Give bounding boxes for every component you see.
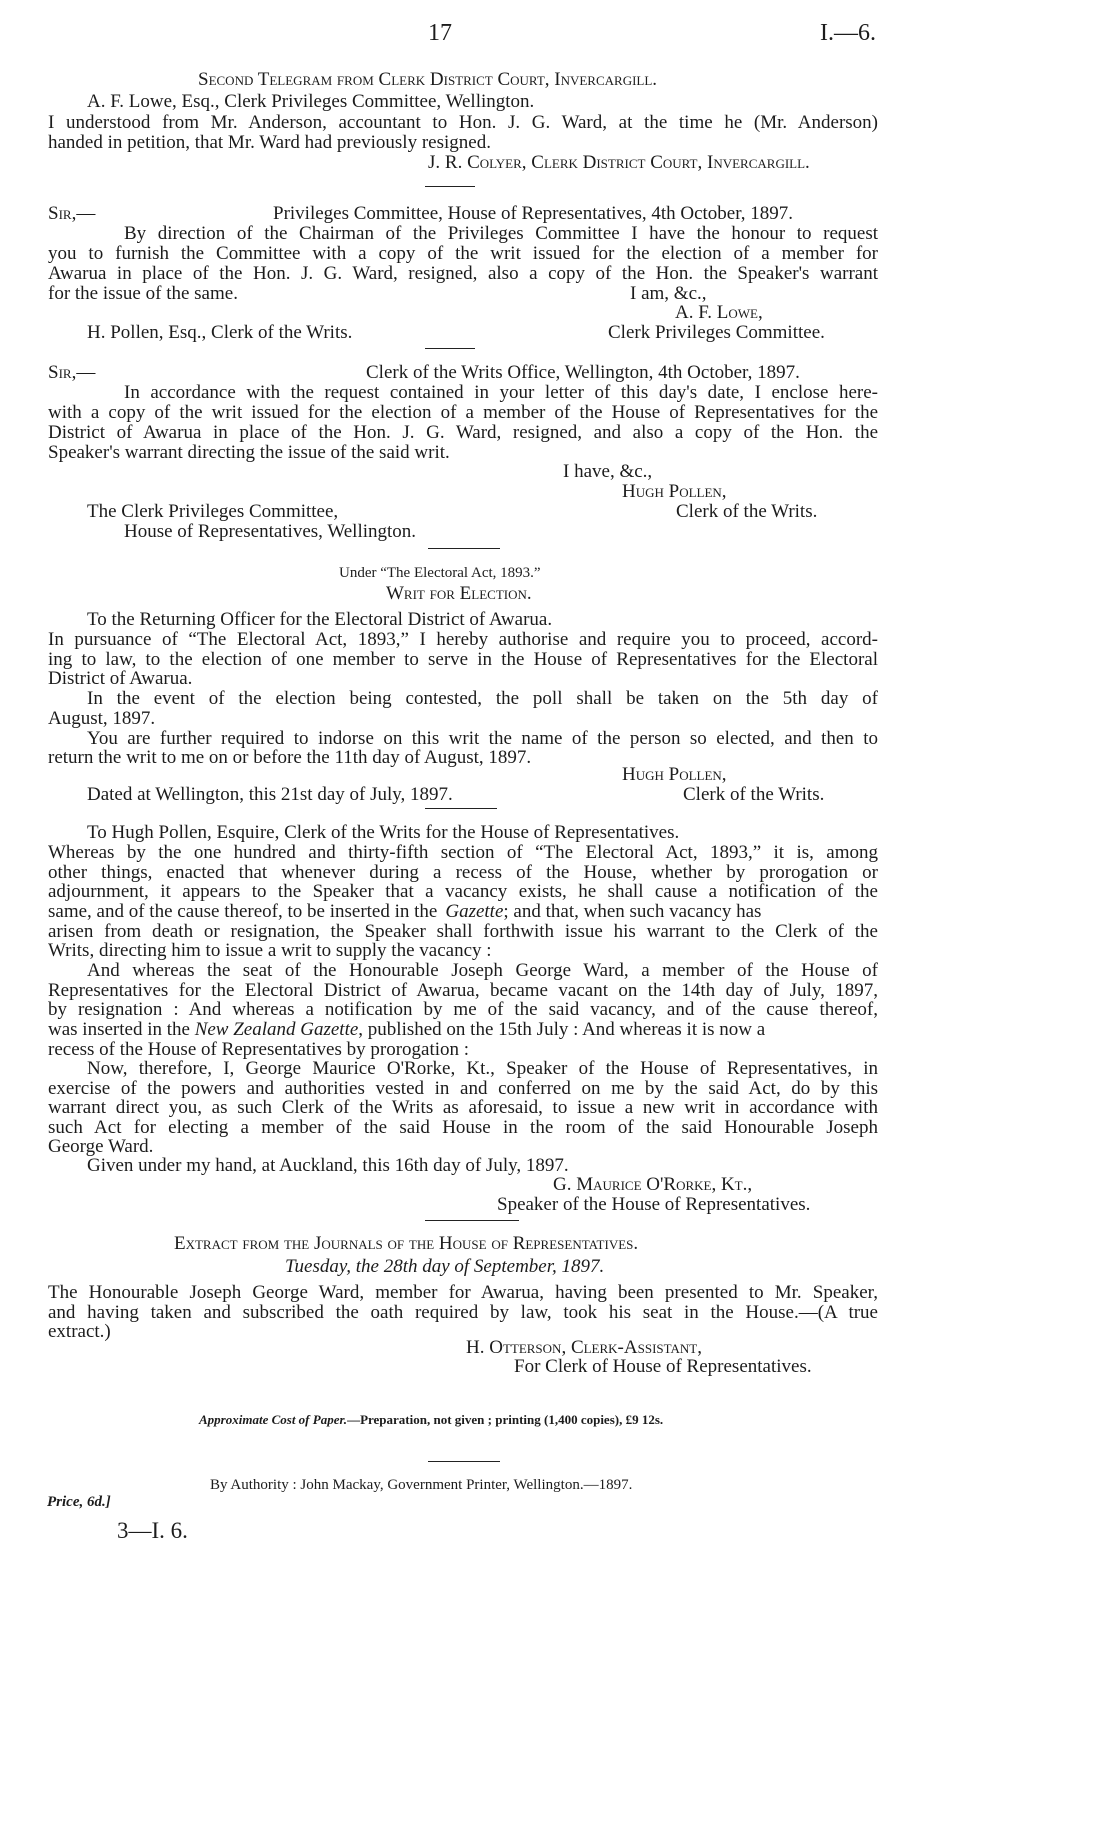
- warrant-line: exercise of the powers and authorities vested in and conferred on me by the said Act, do by this: [48, 1078, 878, 1099]
- warrant-line: arisen from death or resignation, the Speaker shall forthwith issue his warrant to the Clerk of the: [48, 921, 878, 942]
- letter-salutation: Sir,—: [48, 362, 96, 383]
- letter-signer-title: Clerk of the Writs.: [676, 501, 818, 522]
- letter-line: District of Awarua in place of the Hon. J. G. Ward, resigned, and also a copy of the Hon. the: [48, 422, 878, 443]
- section-divider: [425, 348, 475, 349]
- sheet-reference: 3—I. 6.: [117, 1518, 188, 1543]
- letter-line: By direction of the Chairman of the Privileges Committee I have the honour to request: [124, 223, 878, 244]
- footer-divider: [428, 1461, 500, 1462]
- section-divider: [425, 808, 497, 809]
- warrant-line: Whereas by the one hundred and thirty-fifth section of “The Electoral Act, 1893,” it is, among: [48, 842, 878, 863]
- warrant-text: same, and of the cause thereof, to be inserted in the: [48, 901, 438, 922]
- extract-line: and having taken and subscribed the oath required by law, took his seat in the House.—(A true: [48, 1302, 878, 1323]
- extract-heading: Extract from the Journals of the House of Representatives.: [174, 1233, 639, 1254]
- section-divider: [428, 548, 500, 549]
- warrant-line: Now, therefore, I, George Maurice O'Rorke, Kt., Speaker of the House of Representatives, in: [87, 1058, 878, 1079]
- page-number: 17: [428, 20, 452, 46]
- telegram-heading: Second Telegram from Clerk District Court, Invercargill.: [198, 69, 658, 90]
- letter-closing: I am, &c.,: [630, 283, 707, 304]
- letter-signer-name: A. F. Lowe,: [675, 302, 763, 323]
- warrant-line: Representatives for the Electoral District of Awarua, became vacant on the 14th day of July, 1897,: [48, 980, 878, 1001]
- warrant-line: other things, enacted that whenever during a recess of the House, whether by prorogation or: [48, 862, 878, 883]
- warrant-given: Given under my hand, at Auckland, this 16th day of July, 1897.: [87, 1155, 569, 1176]
- warrant-line: warrant direct you, as such Clerk of the Writs as aforesaid, to issue a new writ in accordance with: [48, 1097, 878, 1118]
- warrant-text: was inserted in the: [48, 1019, 190, 1040]
- cost-of-paper-line: [199, 1412, 663, 1428]
- letter-line: Awarua in place of the Hon. J. G. Ward, resigned, also a copy of the Hon. the Speaker's warrant: [48, 263, 878, 284]
- letter-salutation: Sir,—: [48, 203, 96, 224]
- gazette-italic: Gazette: [445, 901, 504, 922]
- writ-line: In pursuance of “The Electoral Act, 1893,” I hereby authorise and require you to proceed, accord-: [48, 629, 878, 650]
- warrant-to-line: To Hugh Pollen, Esquire, Clerk of the Writs for the House of Representatives.: [87, 822, 680, 843]
- letter-place-date: Privileges Committee, House of Representatives, 4th October, 1897.: [273, 203, 794, 224]
- letter-recipient: House of Representatives, Wellington.: [124, 521, 417, 542]
- extract-signer-title: For Clerk of House of Representatives.: [514, 1356, 812, 1377]
- warrant-line: And whereas the seat of the Honourable Joseph George Ward, a member of the House of: [87, 960, 878, 981]
- writ-dated: Dated at Wellington, this 21st day of July, 1897.: [87, 784, 453, 805]
- warrant-line: Writs, directing him to issue a writ to supply the vacancy :: [48, 940, 492, 961]
- writ-line: return the writ to me on or before the 11th day of August, 1897.: [48, 747, 532, 768]
- letter-line: In accordance with the request contained in your letter of this day's date, I enclose here-: [124, 382, 878, 403]
- warrant-line: such Act for electing a member of the said House in the room of the said Honourable Joseph: [48, 1117, 878, 1138]
- telegram-signature: J. R. Colyer, Clerk District Court, Invercargill.: [428, 152, 810, 173]
- extract-date: Tuesday, the 28th day of September, 1897.: [285, 1256, 605, 1277]
- letter-line: for the issue of the same.: [48, 283, 238, 304]
- telegram-addressee: A. F. Lowe, Esq., Clerk Privileges Committee, Wellington.: [87, 91, 535, 112]
- cost-text: —Preparation, not given ; printing (1,400 copies), £9 12s.: [347, 1412, 664, 1427]
- writ-line: August, 1897.: [48, 708, 156, 729]
- letter-recipient: The Clerk Privileges Committee,: [87, 501, 339, 522]
- letter-recipient: H. Pollen, Esq., Clerk of the Writs.: [87, 322, 353, 343]
- warrant-text: , published on the 15th July : And whereas it is now a: [358, 1019, 766, 1040]
- warrant-line: adjournment, it appears to the Speaker that a vacancy exists, he shall cause a notification of the: [48, 881, 878, 902]
- price: Price, 6d.]: [47, 1494, 111, 1510]
- telegram-body-line: I understood from Mr. Anderson, accountant to Hon. J. G. Ward, at the time he (Mr. Anderson): [48, 112, 878, 133]
- writ-signer-name: Hugh Pollen,: [622, 764, 727, 785]
- warrant-line: George Ward.: [48, 1136, 154, 1157]
- extract-line: extract.): [48, 1321, 111, 1342]
- extract-signer-name: H. Otterson, Clerk-Assistant,: [466, 1337, 702, 1358]
- writ-title: Writ for Election.: [386, 583, 532, 604]
- writ-act-line: Under “The Electoral Act, 1893.”: [339, 565, 541, 581]
- letter-signer-name: Hugh Pollen,: [622, 481, 727, 502]
- warrant-line: recess of the House of Representatives by prorogation :: [48, 1039, 470, 1060]
- warrant-line: by resignation : And whereas a notification by me of the said vacancy, and of the cause thereof,: [48, 999, 878, 1020]
- writ-line: You are further required to indorse on this writ the name of the person so elected, and then to: [87, 728, 878, 749]
- writ-line: District of Awarua.: [48, 668, 193, 689]
- warrant-signer-title: Speaker of the House of Representatives.: [497, 1194, 811, 1215]
- letter-place-date: Clerk of the Writs Office, Wellington, 4th October, 1897.: [366, 362, 800, 383]
- new-zealand-gazette-italic: New Zealand Gazette: [194, 1019, 359, 1040]
- extract-line: The Honourable Joseph George Ward, member for Awarua, having been presented to Mr. Speaker,: [48, 1282, 878, 1303]
- warrant-text: ; and that, when such vacancy has: [503, 901, 762, 922]
- section-divider: [425, 186, 475, 187]
- writ-line: ing to law, to the election of one member to serve in the House of Representatives for the Electoral: [48, 649, 878, 670]
- section-divider: [425, 1220, 519, 1221]
- writ-line: In the event of the election being contested, the poll shall be taken on the 5th day of: [87, 688, 878, 709]
- paper-reference: I.—6.: [820, 20, 876, 46]
- writ-signer-title: Clerk of the Writs.: [683, 784, 825, 805]
- letter-line: you to furnish the Committee with a copy of the writ issued for the election of a member for: [48, 243, 878, 264]
- warrant-line: [48, 1020, 765, 1040]
- cost-label: Approximate Cost of Paper.: [199, 1412, 348, 1427]
- warrant-signer-name: G. Maurice O'Rorke, Kt.,: [553, 1174, 753, 1195]
- writ-to-line: To the Returning Officer for the Electoral District of Awarua.: [87, 609, 553, 630]
- printer-authority: By Authority : John Mackay, Government Printer, Wellington.—1897.: [210, 1477, 633, 1493]
- telegram-body-line: handed in petition, that Mr. Ward had previously resigned.: [48, 132, 491, 153]
- letter-line: with a copy of the writ issued for the election of a member of the House of Representatives for the: [48, 402, 878, 423]
- warrant-line: [48, 902, 878, 922]
- letter-signer-title: Clerk Privileges Committee.: [608, 322, 825, 343]
- warrant-text: [445, 902, 878, 922]
- letter-line: Speaker's warrant directing the issue of the said writ.: [48, 442, 450, 463]
- letter-closing: I have, &c.,: [563, 461, 653, 482]
